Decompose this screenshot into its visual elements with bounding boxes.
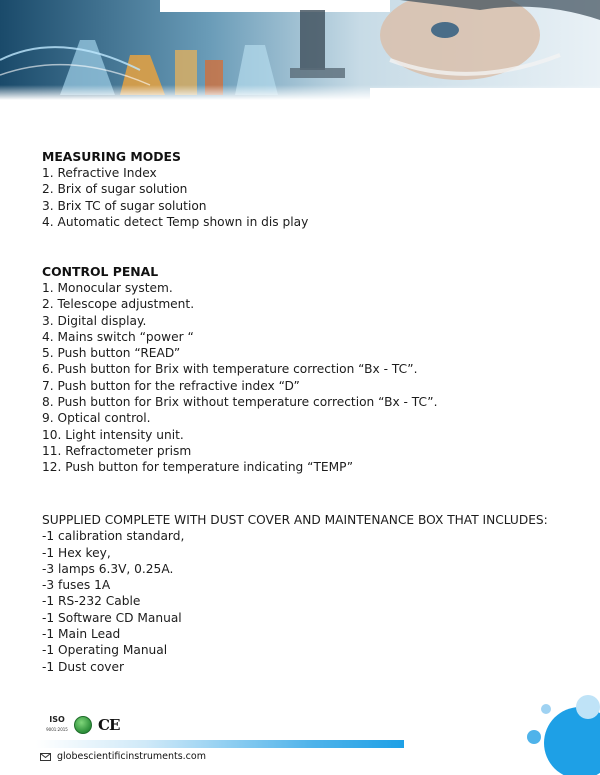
control-penal-list xyxy=(42,280,437,476)
list-item: 1. Monocular system. xyxy=(42,281,173,295)
list-item: 2. Brix of sugar solution xyxy=(42,182,188,197)
list-item: 3. Brix TC of sugar solution xyxy=(42,198,207,213)
list-item: -3 fuses 1A xyxy=(42,578,111,593)
section-title: CONTROL PENAL xyxy=(42,264,159,279)
list-item: 6. Push button for Brix with temperature correction “Bx - TC”. xyxy=(42,362,418,377)
quality-seal-icon xyxy=(74,716,92,734)
measuring-modes-section xyxy=(42,148,308,230)
list-item: -3 lamps 6.3V, 0.25A. xyxy=(42,561,174,576)
list-item: -1 calibration standard, xyxy=(42,529,185,544)
iso-label: ISO xyxy=(49,715,65,724)
certification-logos xyxy=(46,712,119,738)
supplied-list xyxy=(42,528,548,675)
website-link[interactable]: globescientificinstruments.com xyxy=(57,751,206,762)
list-item: -1 Software CD Manual xyxy=(42,610,182,625)
header-banner-image xyxy=(0,0,600,100)
list-item: 9. Optical control. xyxy=(42,411,151,426)
list-item: -1 Main Lead xyxy=(42,627,121,642)
decorative-bubbles xyxy=(510,685,600,775)
list-item: 11. Refractometer prism xyxy=(42,443,192,458)
measuring-modes-list xyxy=(42,165,308,230)
list-item: 8. Push button for Brix without temperature correction “Bx - TC”. xyxy=(42,395,438,410)
iso-logo xyxy=(46,713,68,737)
list-item: 7. Push button for the refractive index “D” xyxy=(42,378,300,393)
section-title: MEASURING MODES xyxy=(42,149,181,164)
supplied-section xyxy=(42,512,548,675)
list-item: 4. Automatic detect Temp shown in dis play xyxy=(42,214,309,229)
mail-icon xyxy=(40,753,51,761)
list-item: 3. Digital display. xyxy=(42,313,147,328)
list-item: -1 Operating Manual xyxy=(42,643,168,658)
list-item: 2. Telescope adjustment. xyxy=(42,297,195,312)
footer-accent-bar xyxy=(36,740,404,748)
ce-mark: CE xyxy=(98,716,120,734)
list-item: 12. Push button for temperature indicating “TEMP” xyxy=(42,460,354,475)
list-item: 10. Light intensity unit. xyxy=(42,427,184,442)
footer-website xyxy=(40,751,206,762)
section-title: SUPPLIED COMPLETE WITH DUST COVER AND MAINTENANCE BOX THAT INCLUDES: xyxy=(42,513,548,527)
list-item: -1 Dust cover xyxy=(42,659,125,674)
list-item: -1 RS-232 Cable xyxy=(42,594,141,609)
list-item: 4. Mains switch “power “ xyxy=(42,329,194,344)
list-item: 1. Refractive Index xyxy=(42,166,157,180)
iso-sub-label: 9001:2015 xyxy=(46,727,68,732)
list-item: 5. Push button “READ” xyxy=(42,346,181,361)
list-item: -1 Hex key, xyxy=(42,545,111,560)
control-penal-section xyxy=(42,263,437,476)
